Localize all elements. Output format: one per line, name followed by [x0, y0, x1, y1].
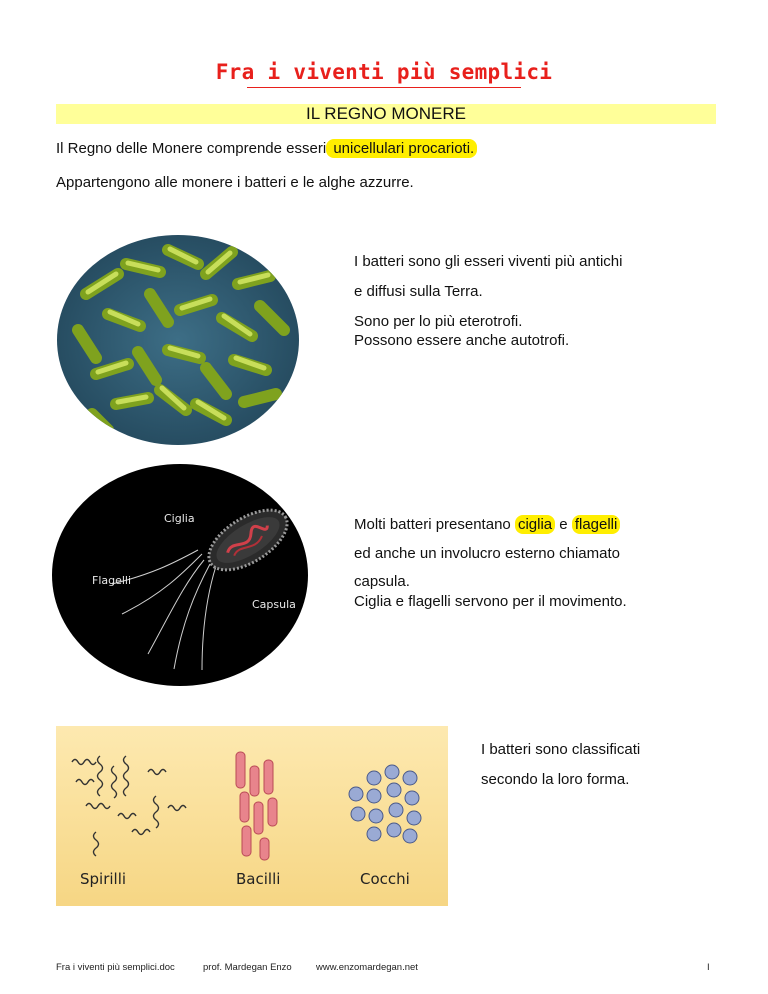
- block3-line-2: secondo la loro forma.: [481, 771, 630, 788]
- section-heading: IL REGNO MONERE: [56, 104, 716, 124]
- footer-filename: Fra i viventi più semplici.doc: [56, 962, 175, 973]
- intro-highlight: unicellulari procarioti.: [326, 139, 477, 158]
- highlight-flagelli: flagelli: [572, 515, 621, 534]
- intro-line-2: Appartengono alle monere i batteri e le alghe azzurre.: [56, 174, 414, 191]
- title-underline: [247, 87, 521, 88]
- block3-line-1: I batteri sono classificati: [481, 741, 641, 758]
- block2-line-4: Ciglia e flagelli servono per il movimento.: [354, 593, 627, 610]
- bacterium-structure-drawing: [52, 464, 308, 686]
- intro-line-1: [56, 140, 477, 157]
- block1-line-2: e diffusi sulla Terra.: [354, 283, 483, 300]
- footer-page-number: I: [707, 962, 710, 973]
- block1-line-3: Sono per lo più eterotrofi.: [354, 313, 523, 330]
- block2-line-3: capsula.: [354, 573, 410, 590]
- label-ciglia: Ciglia: [164, 512, 195, 525]
- block1-line-1: I batteri sono gli esseri viventi più antichi: [354, 253, 623, 270]
- label-flagelli: Flagelli: [92, 574, 132, 587]
- intro-text: Il Regno delle Monere comprende esseri: [56, 140, 327, 157]
- page-title: Fra i viventi più semplici: [215, 60, 553, 84]
- bacteria-shapes-image: [56, 726, 448, 906]
- label-spirilli: Spirilli: [80, 870, 127, 888]
- highlight-ciglia: ciglia: [515, 515, 555, 534]
- footer-website: www.enzomardegan.net: [316, 962, 418, 973]
- block1-line-4: Possono essere anche autotrofi.: [354, 332, 570, 349]
- bacterium-structure-diagram: [52, 464, 308, 686]
- block2-line-1: [354, 515, 620, 534]
- block2-text: Molti batteri presentano: [354, 516, 511, 533]
- block2-line-2: ed anche un involucro esterno chiamato: [354, 545, 621, 562]
- footer-author: prof. Mardegan Enzo: [203, 962, 292, 973]
- label-bacilli: Bacilli: [236, 870, 281, 888]
- label-capsula: Capsula: [252, 598, 296, 611]
- label-cocchi: Cocchi: [360, 870, 410, 888]
- connector-text: e: [559, 516, 568, 533]
- bacteria-micrograph-image: [56, 234, 300, 446]
